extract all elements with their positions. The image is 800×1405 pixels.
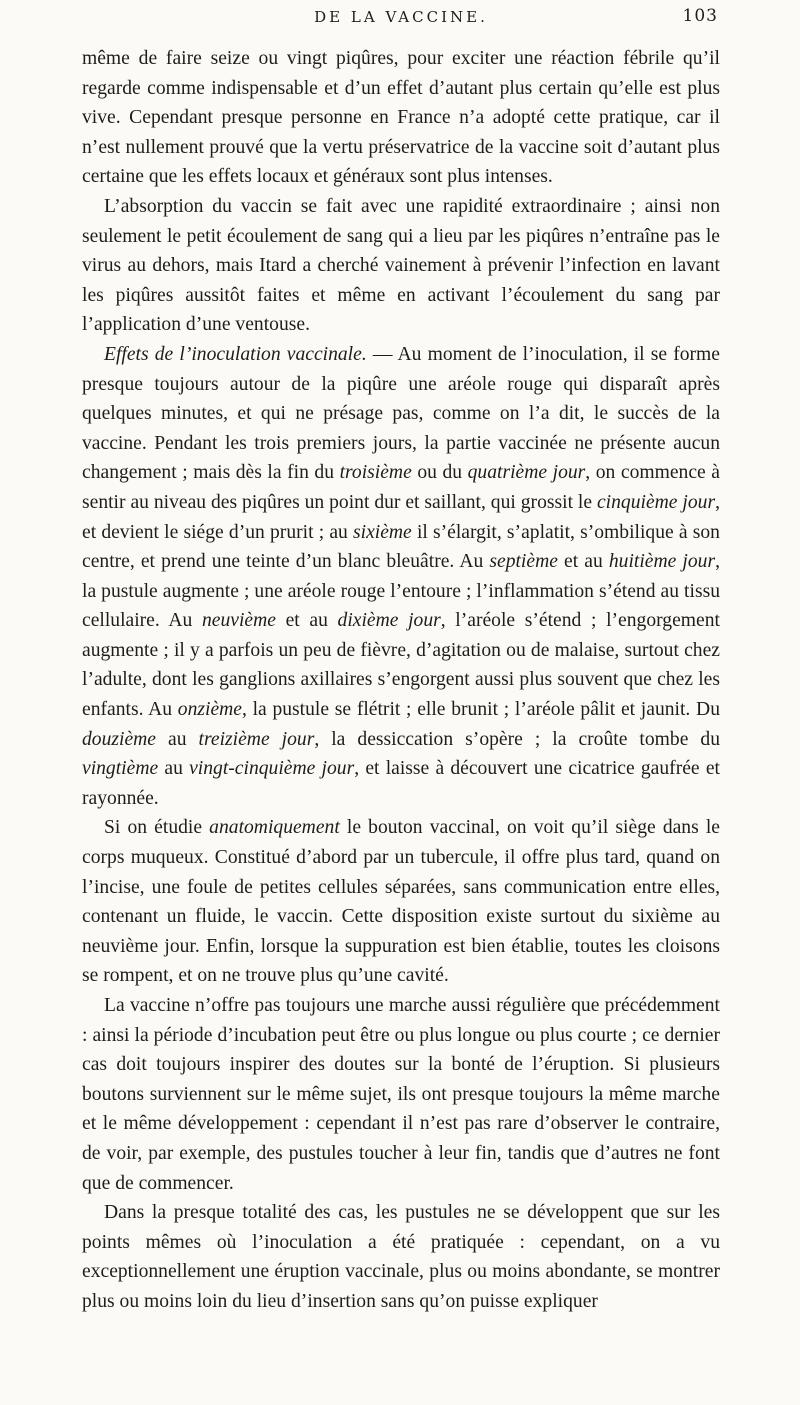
paragraph-anatomie-bouton [82,813,720,991]
italic-run: sixième [353,521,412,543]
text-run: même de faire seize ou vingt piqûres, pour exciter une réaction fébrile qu’il regarde comme indispensable et d’un effet d’autant plus certain qu’elle est plus vive. Cependant presque personne en France n’a adopté cette pratique, car il n’est nullement prouvé que la vertu préservatrice de la vaccine soit d’autant plus certaine que les effets locaux et généraux sont plus intenses. [82,48,720,188]
text-run: le bouton vaccinal, on voit qu’il siège dans le corps muqueux. Constitué d’abord par un tubercule, il offre plus tard, quand on l’incise, une foule de petites cellules séparées, sans communication entre elles, contenant un fluide, le vaccin. Cette disposition existe surtout du sixième au neuvième jour. Enfin, lorsque la suppuration est bien établie, toutes les cloisons se rompent, et on ne trouve plus qu’une cavité. [82,817,720,987]
running-title: DE LA VACCINE. [314,8,488,26]
text-run: au [158,758,190,780]
italic-run: onzième [177,699,242,721]
body-text [82,44,720,1317]
text-run: Si on étudie [104,817,210,839]
italic-run: vingtième [82,758,159,780]
paragraph-marche-irreguliere [82,991,720,1198]
text-run: , la pustule se flétrit ; elle brunit ; l’aréole pâlit et jaunit. Du [242,699,720,721]
page-number: 103 [682,6,718,26]
italic-run: dixième jour [337,610,441,632]
italic-run: vingt-cinquième jour [189,758,355,780]
text-run: il s’élargit, s’aplatit, s’ombilique à son centre, et prend une teinte d’un blanc bleuâtre. Au [82,521,720,573]
italic-run: douzième [82,728,157,750]
text-run: — Au moment de l’inoculation, il se forme presque toujours autour de la piqûre une aréole rouge qui disparaît après quelques minutes, et qui ne présage pas, comme on l’a dit, le succès de la vaccine. Pendant les trois premiers jours, la partie vaccinée ne présente aucun changement ; mais dès la fin du [82,343,720,484]
italic-run: treizième jour [198,728,315,750]
italic-run: Effets de l’inoculation vaccinale. [104,343,367,365]
paragraph-absorption [82,192,720,340]
text-run: Dans la presque totalité des cas, les pustules ne se développent que sur les points mêmes où l’inoculation a été pratiquée : cependant, on a vu exceptionnellement une éruption vaccinale, plus ou moins abondante, se montrer plus ou moins loin du lieu d’insertion sans qu’on puisse expliquer [82,1202,720,1312]
paragraph-eruption [82,1198,720,1316]
italic-run: huitième jour [608,551,716,573]
italic-run: neuvième [201,610,276,632]
text-run: , la pustule augmente ; une aréole rouge l’entoure ; l’inflammation s’étend au tissu cellulaire. Au [82,551,720,632]
paragraph-effets-inoculation [82,340,720,814]
italic-run: cinquième jour [596,491,716,513]
text-run: et au [275,610,338,632]
italic-run: anatomiquement [209,817,340,839]
paragraph-continuation [82,44,720,192]
italic-run: quatrième jour [467,462,586,484]
text-run: La vaccine n’offre pas toujours une marche aussi régulière que précédemment : ainsi la période d’incubation peut être ou plus longue ou plus courte ; ce dernier cas doit toujours inspirer des doutes sur la bonté de l’éruption. Si plusieurs boutons surviennent sur le même sujet, ils ont presque toujours la même marche et le même développement : cependant il n’est pas rare d’observer le contraire, de voir, par exemple, des pustules toucher à leur fin, tandis que d’autres ne font que de commencer. [82,995,720,1194]
text-run: , et laisse à découvert une cicatrice gaufrée et rayonnée. [82,758,720,809]
text-run: , la dessiccation s’opère ; la croûte tombe du [314,728,721,750]
text-run: , on commence à sentir au niveau des piqûres un point dur et saillant, qui grossit le [82,462,720,513]
page-header [82,0,720,44]
text-run: , et devient le siége d’un prurit ; au [82,491,720,543]
text-run: , l’aréole s’étend ; l’engorgement augmente ; il y a parfois un peu de fièvre, d’agitation ou de malaise, surtout chez l’adulte, dont les ganglions axillaires s’engorgent aussi plus souvent que chez les enfants. Au [82,610,720,721]
text-run: ou du [411,462,468,484]
italic-run: septième [489,551,558,573]
text-run: au [156,728,199,750]
text-run: L’absorption du vaccin se fait avec une rapidité extraordinaire ; ainsi non seulement le petit écoulement de sang qui a lieu par les piqûres n’entraîne pas le virus au dehors, mais Itard a cherché vainement à prévenir l’infection en lavant les piqûres aussitôt faites et même en activant l’écoulement du sang par l’application d’une ventouse. [82,195,720,336]
italic-run: troisième [339,462,412,484]
text-run: et au [557,551,609,573]
